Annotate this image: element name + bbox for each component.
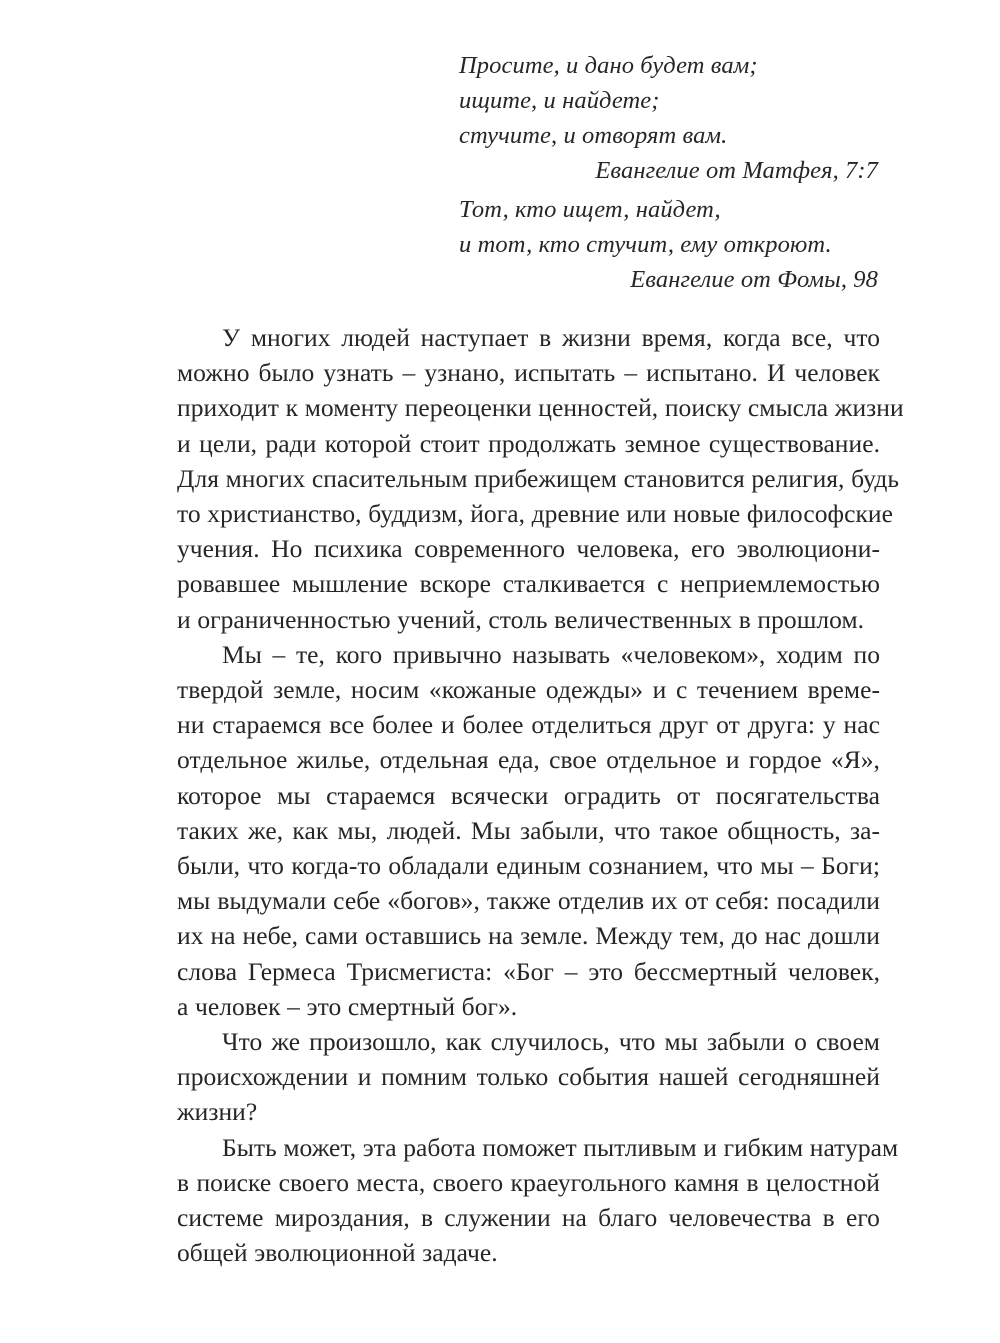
text-line: слова Гермеса Трисмегиста: «Бог – это бессмертный человек, [177,956,880,986]
epigraph-line: стучите, и отворят вам. [459,122,728,149]
text-line: Что же произошло, как случилось, что мы забыли о своем [222,1027,880,1057]
text-line: мы выдумали себе «богов», также отделив их от себя: посадили [177,886,880,916]
text-line: отдельное жилье, отдельная еда, свое отдельное и гордое «Я», [177,745,880,775]
text-line: общей эволюционной задаче. [177,1238,498,1268]
text-line: в поиске своего места, своего краеугольного камня в целостной [177,1167,880,1197]
text-line: ни стараемся все более и более отделиться друг от друга: у нас [177,710,880,740]
text-line: Мы – те, кого привычно называть «человеком», ходим по [222,639,880,669]
text-line: то христианство, буддизм, йога, древние или новые философские [177,499,893,529]
text-line: их на небе, сами оставшись на земле. Между тем, до нас дошли [177,921,880,951]
text-line: таких же, как мы, людей. Мы забыли, что такое общность, за- [177,815,880,845]
epigraph-source-thomas: Евангелие от Фомы, 98 [630,266,878,293]
epigraph-line: Просите, и дано будет вам; [459,52,758,79]
epigraph-line: Тот, кто ищет, найдет, [459,196,721,223]
text-line: ровавшее мышление вскоре сталкивается с неприемлемостью [177,569,880,599]
epigraph-line: ищите, и найдете; [459,87,660,114]
text-line: а человек – это смертный бог». [177,991,518,1021]
text-line: системе мироздания, в служении на благо человечества в его [177,1203,880,1233]
text-line: У многих людей наступает в жизни время, когда все, что [222,323,880,352]
paragraph [177,637,880,1024]
text-line: которое мы стараемся всячески оградить от посягательства [177,780,880,810]
epigraph-line: и тот, кто стучит, ему откроют. [459,231,832,258]
text-line: Быть может, эта работа поможет пытливым и гибким натурам [222,1132,899,1162]
body-text [177,320,904,1270]
text-line: происхождении и помним только события нашей сегодняшней [177,1062,880,1092]
epigraph-quote-thomas [459,192,878,297]
paragraph [177,1130,899,1271]
epigraph-quote-matthew [459,48,878,188]
epigraph [459,48,878,297]
text-line: жизни? [177,1097,258,1127]
text-line: и ограниченностью учений, столь величественных в прошлом. [177,604,865,634]
paragraph [177,1024,880,1130]
text-line: приходит к моменту переоценки ценностей, поиску смысла жизни [177,393,904,423]
paragraph [177,320,904,637]
text-line: учения. Но психика современного человека, его эволюциони- [177,534,880,564]
text-line: можно было узнать – узнано, испытать – испытано. И человек [177,358,880,388]
text-line: твердой земле, носим «кожаные одежды» и с течением време- [177,675,880,705]
text-line: были, что когда-то обладали единым сознанием, что мы – Боги; [177,851,880,881]
text-line: Для многих спасительным прибежищем становится религия, будь [177,463,900,493]
epigraph-source-matthew: Евангелие от Матфея, 7:7 [595,157,878,184]
text-line: и цели, ради которой стоит продолжать земное существование. [177,428,880,458]
